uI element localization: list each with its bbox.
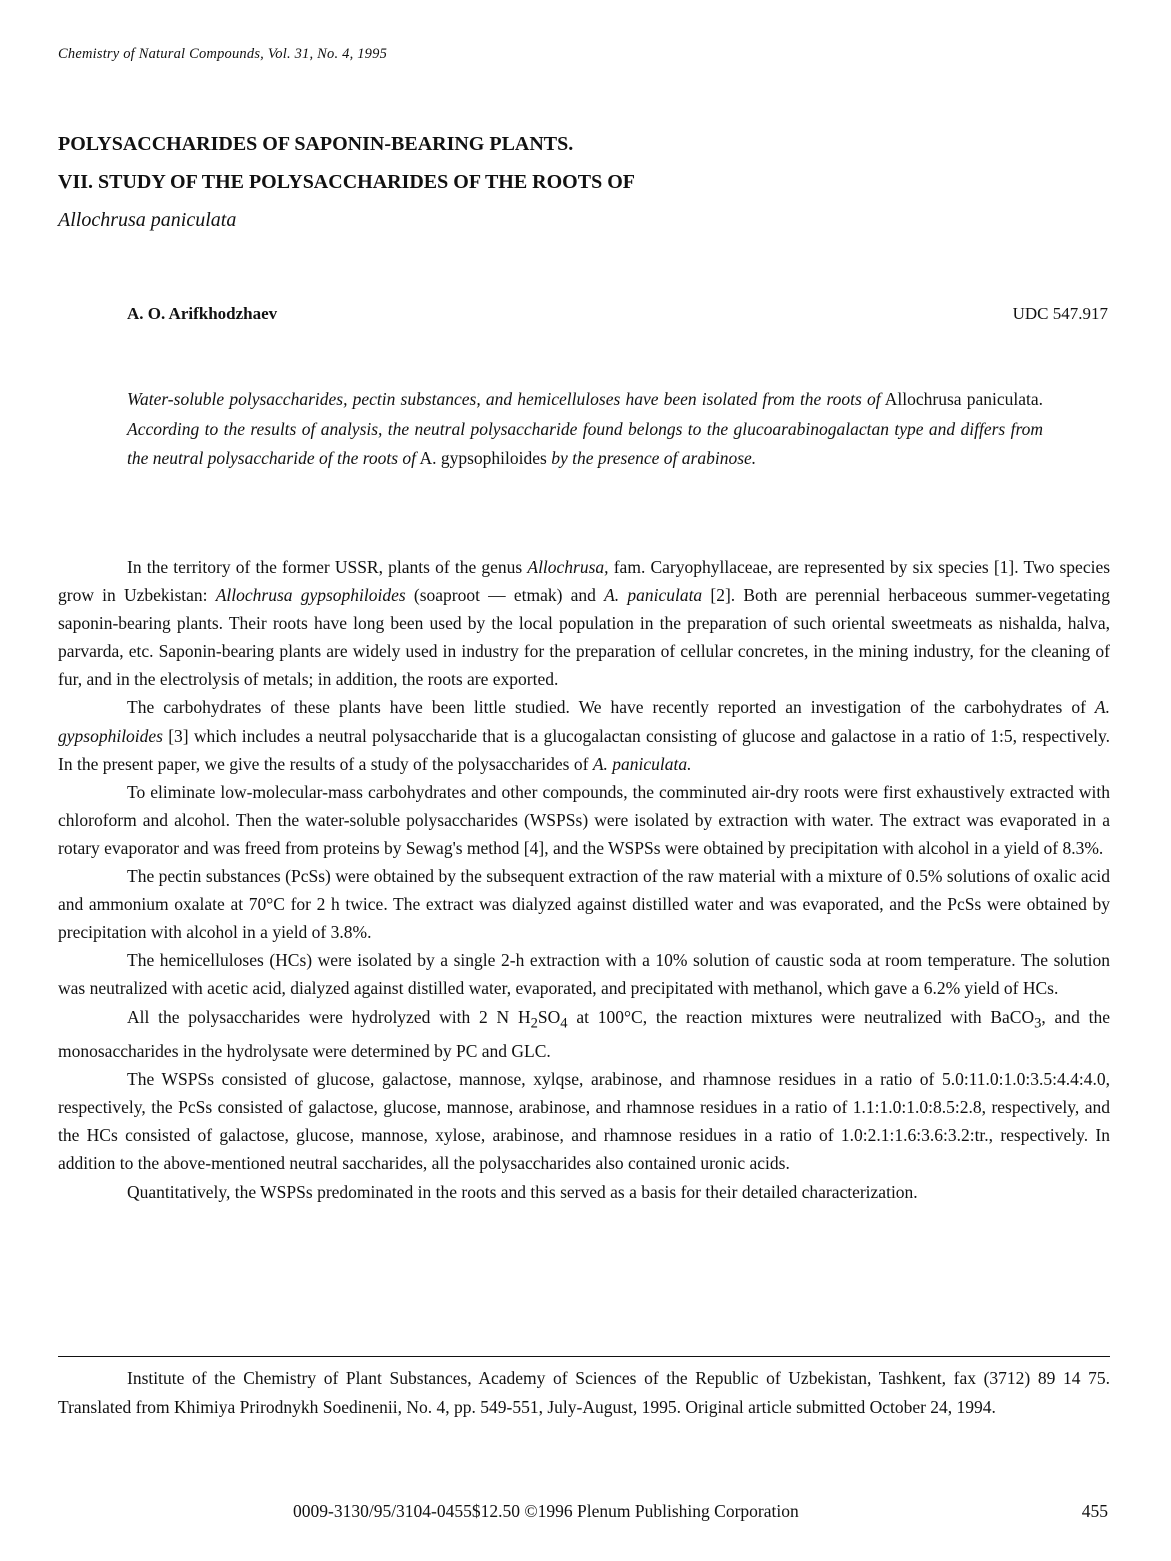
footnote-divider <box>58 1356 1110 1357</box>
article-title <box>58 125 635 239</box>
body-paragraph-6: All the polysaccharides were hydrolyzed with 2 N $H_2SO_4$ at 100°C, the reaction mixtures were neutralized with BaCO$_3$, and the monosaccharides in the hydrolysate were determined by PC and GLC. <box>58 1006 1110 1062</box>
body-paragraph-8: Quantitatively, the WSPSs predominated in the roots and this served as a basis for their detailed characterization. <box>127 1181 918 1202</box>
title-line-1: POLYSACCHARIDES OF SAPONIN-BEARING PLANTS. <box>58 133 574 155</box>
title-line-2: VII. STUDY OF THE POLYSACCHARIDES OF THE ROOTS OF <box>58 171 635 193</box>
body-paragraph-3: To eliminate low-molecular-mass carbohydrates and other compounds, the comminuted air-dry roots were first exhaustively extracted with chloroform and alcohol. Then the water-soluble polysaccharides (WSPSs) were isolated by extraction with water. The extract was evaporated in a rotary evaporator and was freed from proteins by Sewag's method [4], and the WSPSs were obtained by precipitation with alcohol in a yield of 8.3%. <box>58 781 1110 858</box>
abstract: Water-soluble polysaccharides, pectin substances, and hemicelluloses have been isolated from the roots of Allochrusa paniculata. According to the results of analysis, the neutral polysaccharide found belongs to the glucoarabinogalactan type and differs from the neutral polysaccharide of the roots of A. gypsophiloides by the presence of arabinose. <box>127 389 1043 468</box>
body-paragraph-5: The hemicelluloses (HCs) were isolated by a single 2-h extraction with a 10% solution of caustic soda at room temperature. The solution was neutralized with acetic acid, dialyzed against distilled water, evaporated, and precipitated with methanol, which gave a 6.2% yield of HCs. <box>58 950 1110 999</box>
author-name: A. O. Arifkhodzhaev <box>127 304 278 323</box>
page-number: 455 <box>1081 1501 1108 1521</box>
body-paragraph-4: The pectin substances (PcSs) were obtained by the subsequent extraction of the raw material with a mixture of 0.5% solutions of oxalic acid and ammonium oxalate at 70°C for 2 h twice. The extract was dialyzed against distilled water and was evaporated, and the PcSs were obtained by precipitation with alcohol in a yield of 3.8%. <box>58 866 1110 943</box>
body-paragraph-2: The carbohydrates of these plants have been little studied. We have recently reported an investigation of the carbohydrates of A. gypsophiloides [3] which includes a neutral polysaccharide that is a glucogalactan consisting of glucose and galactose in a ratio of 1:5, respectively. In the present paper, we give the results of a study of the polysaccharides of A. paniculata. <box>58 697 1111 774</box>
copyright-code: 0009-3130/95/3104-0455$12.50 ©1996 Plenum Publishing Corporation <box>293 1501 799 1521</box>
body-paragraph-7: The WSPSs consisted of glucose, galactose, mannose, xylqse, arabinose, and rhamnose residues in a ratio of 5.0:11.0:1.0:3.5:4.4:4.0, respectively, the PcSs consisted of galactose, glucose, mannose, arabinose, and rhamnose residues in a ratio of 1.1:1.0:1.0:8.5:2.8, respectively, and the HCs consisted of galactose, glucose, mannose, xylose, arabinose, and rhamnose residues in a ratio of 1.0:2.1:1.6:3.6:3.2:tr., respectively. In addition to the above-mentioned neutral saccharides, all the polysaccharides also contained uronic acids. <box>58 1069 1110 1174</box>
udc-code: UDC 547.917 <box>1012 304 1108 323</box>
affiliation-footnote: Institute of the Chemistry of Plant Substances, Academy of Sciences of the Republic of Uzbekistan, Tashkent, fax (3712) 89 14 75. Translated from Khimiya Prirodnykh Soedinenii, No. 4, pp. 549-551, July-August, 1995. Original article submitted October 24, 1994. <box>58 1368 1110 1417</box>
title-species: Allochrusa paniculata <box>58 209 237 231</box>
journal-header: Chemistry of Natural Compounds, Vol. 31, No. 4, 1995 <box>58 46 388 62</box>
article-body <box>58 553 1110 1206</box>
body-paragraph-1: In the territory of the former USSR, plants of the genus Allochrusa, fam. Caryophyllaceae, are represented by six species [1]. Two species grow in Uzbekistan: Allochrusa gypsophiloides (soaproot — etmak) and A. paniculata [2]. Both are perennial herbaceous summer-vegetating saponin-bearing plants. Their roots have long been used by the local population in the preparation of such oriental sweetmeats as nishalda, halva, parvarda, etc. Saponin-bearing plants are widely used in industry for the preparation of cellular concretes, in the mining industry, for the cleaning of fur, and in the electrolysis of metals; in addition, the roots are exported. <box>58 557 1111 690</box>
